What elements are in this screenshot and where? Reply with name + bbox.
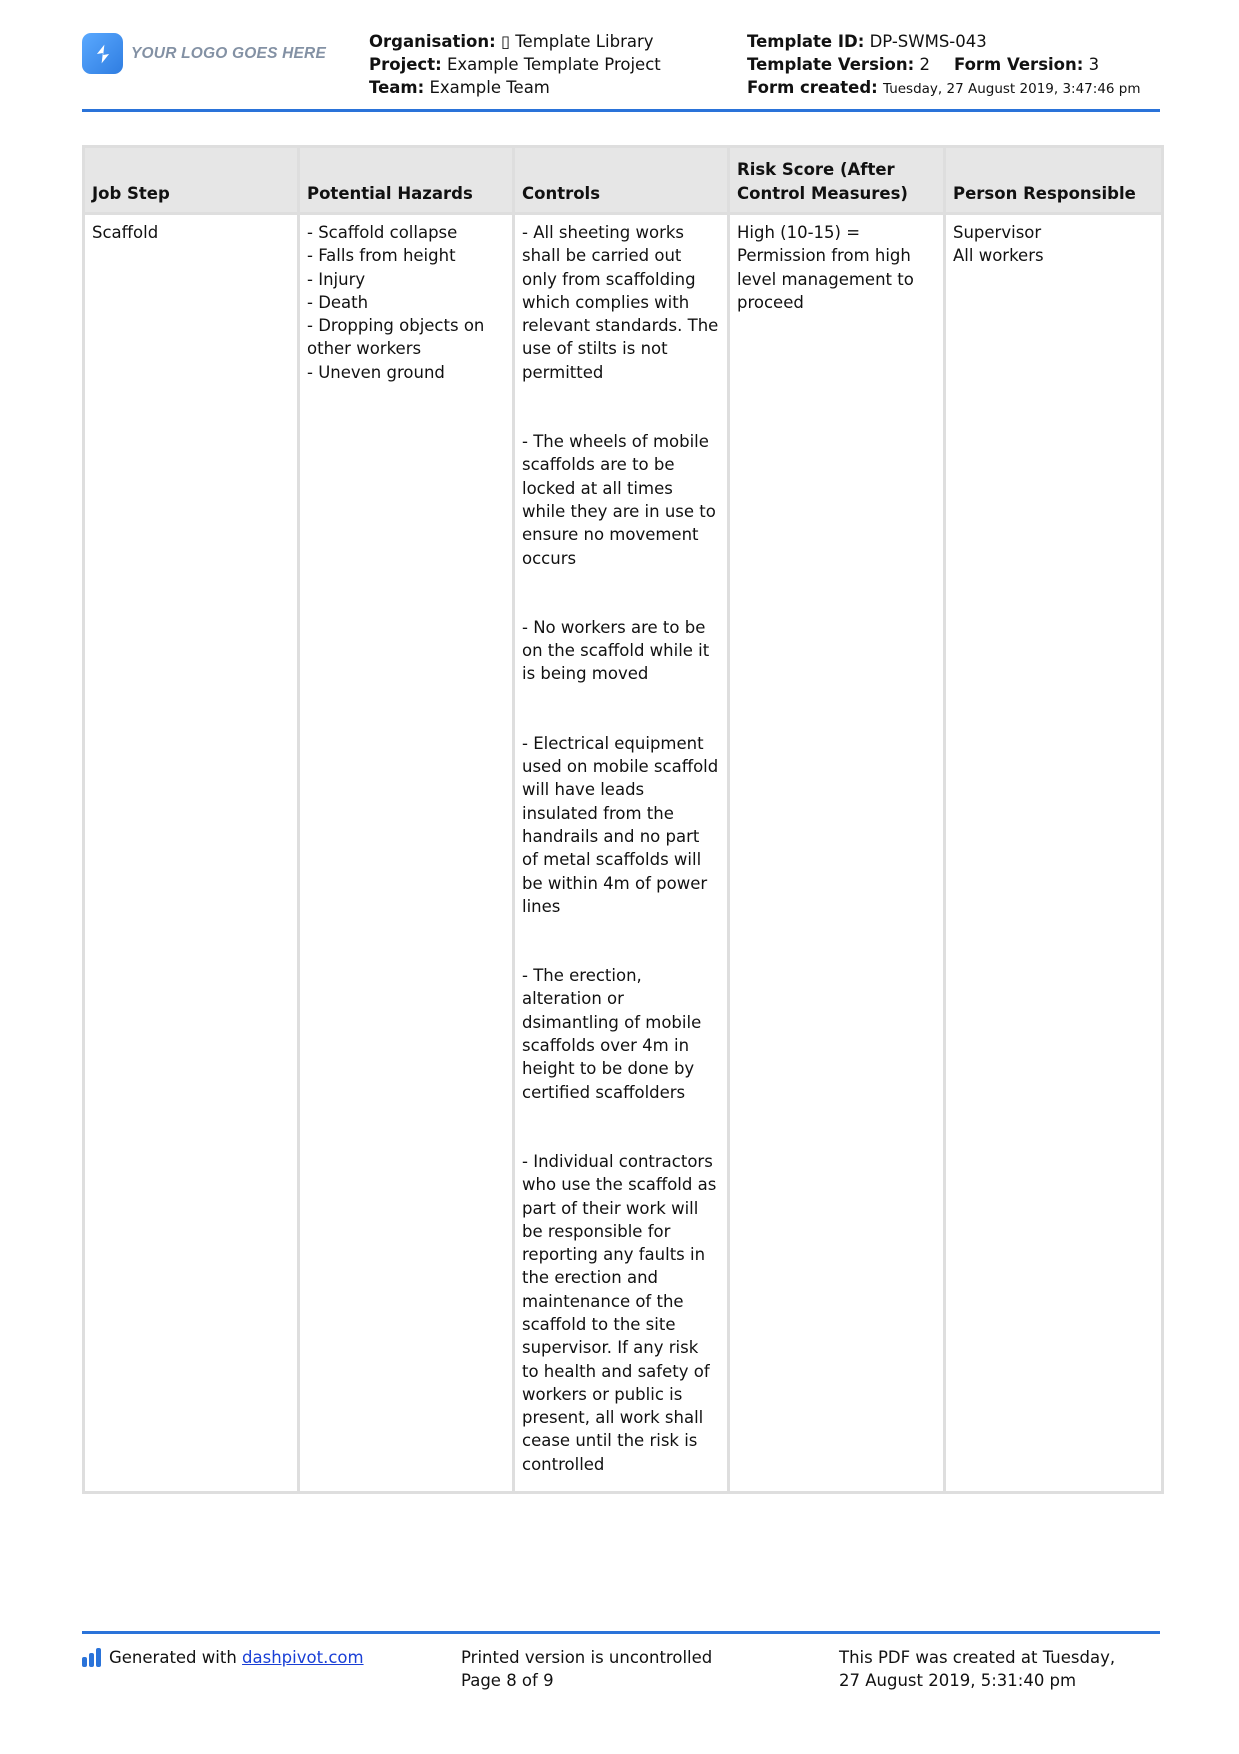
control-item: - All sheeting works shall be carried out only from scaffolding which complies with relevant standards. The use of stilts is not permitted: [522, 223, 719, 382]
template-id-value: DP-SWMS-043: [869, 32, 987, 51]
table-header-row: [84, 147, 1163, 214]
footer-page-info: [461, 1646, 712, 1692]
organisation-value: ▯ Template Library: [500, 32, 654, 51]
col-header-person: Person Responsible: [945, 147, 1163, 214]
col-header-risk-score: Risk Score (After Control Measures): [729, 147, 945, 214]
logo-text: YOUR LOGO GOES HERE: [131, 44, 326, 62]
hazard-item: - Uneven ground: [307, 362, 445, 382]
cell-person: [945, 214, 1163, 1493]
logo-mark-icon: [82, 33, 123, 74]
form-created-label: Form created:: [747, 78, 878, 97]
table-row: [84, 214, 1163, 1493]
dashpivot-bars-icon: [82, 1648, 101, 1667]
hazard-item: - Falls from height: [307, 246, 456, 266]
pdf-created-info: This PDF was created at Tuesday, 27 August 2019, 5:31:40 pm: [839, 1648, 1116, 1690]
organisation-label: Organisation:: [369, 32, 496, 51]
hazard-item: - Death: [307, 292, 369, 312]
control-item: - The erection, alteration or dsimantling of mobile scaffolds over 4m in height to be done by certified scaffolders: [522, 966, 702, 1102]
hazard-item: - Dropping objects on other workers: [307, 316, 485, 359]
cell-job-step: Scaffold: [84, 214, 299, 1493]
footer-divider: [82, 1631, 1160, 1634]
dashpivot-link[interactable]: dashpivot.com: [242, 1648, 364, 1667]
form-version-value: 3: [1088, 55, 1100, 74]
hazard-item: - Scaffold collapse: [307, 223, 458, 242]
template-version-label: Template Version:: [747, 55, 915, 74]
header-template-info: [747, 30, 1141, 101]
team-label: Team:: [369, 78, 425, 97]
control-item: - No workers are to be on the scaffold while it is being moved: [522, 617, 710, 684]
form-created-value: Tuesday, 27 August 2019, 3:47:46 pm: [883, 81, 1141, 97]
col-header-hazards: Potential Hazards: [299, 147, 514, 214]
swms-table: [82, 145, 1164, 1494]
header-divider: [82, 109, 1160, 112]
cell-hazards: [299, 214, 514, 1493]
col-header-controls: Controls: [514, 147, 729, 214]
team-value: Example Team: [429, 78, 550, 97]
control-item: - Individual contractors who use the scaffold as part of their work will be responsible for reporting any faults in the erection and maintenance of the scaffold to the site supervisor. If any risk to health and safety of workers or public is present, all work shall cease until the risk is controlled: [522, 1151, 717, 1474]
template-id-label: Template ID:: [747, 32, 865, 51]
generated-with: [82, 1646, 364, 1669]
hazard-item: - Injury: [307, 269, 366, 289]
page-number: Page 8 of 9: [461, 1671, 554, 1690]
company-logo: [82, 33, 326, 74]
col-header-job-step: Job Step: [84, 147, 299, 214]
control-item: - Electrical equipment used on mobile scaffold will have leads insulated from the handrails and no part of metal scaffolds will be within 4m of power lines: [522, 733, 719, 916]
project-value: Example Template Project: [446, 55, 661, 74]
person-item: All workers: [953, 246, 1044, 266]
project-label: Project:: [369, 55, 442, 74]
template-version-value: 2: [919, 55, 930, 74]
cell-controls: [514, 214, 729, 1493]
person-item: Supervisor: [953, 223, 1042, 242]
header-org-info: [369, 30, 661, 99]
generated-prefix: Generated with: [109, 1648, 237, 1667]
page-header: [82, 30, 1160, 112]
form-version-label: Form Version:: [953, 55, 1084, 74]
control-item: - The wheels of mobile scaffolds are to be locked at all times while they are in use to ensure no movement occurs: [522, 432, 716, 568]
uncontrolled-notice: Printed version is uncontrolled: [461, 1648, 713, 1667]
cell-risk-score: High (10-15) = Permission from high level management to proceed: [729, 214, 945, 1493]
